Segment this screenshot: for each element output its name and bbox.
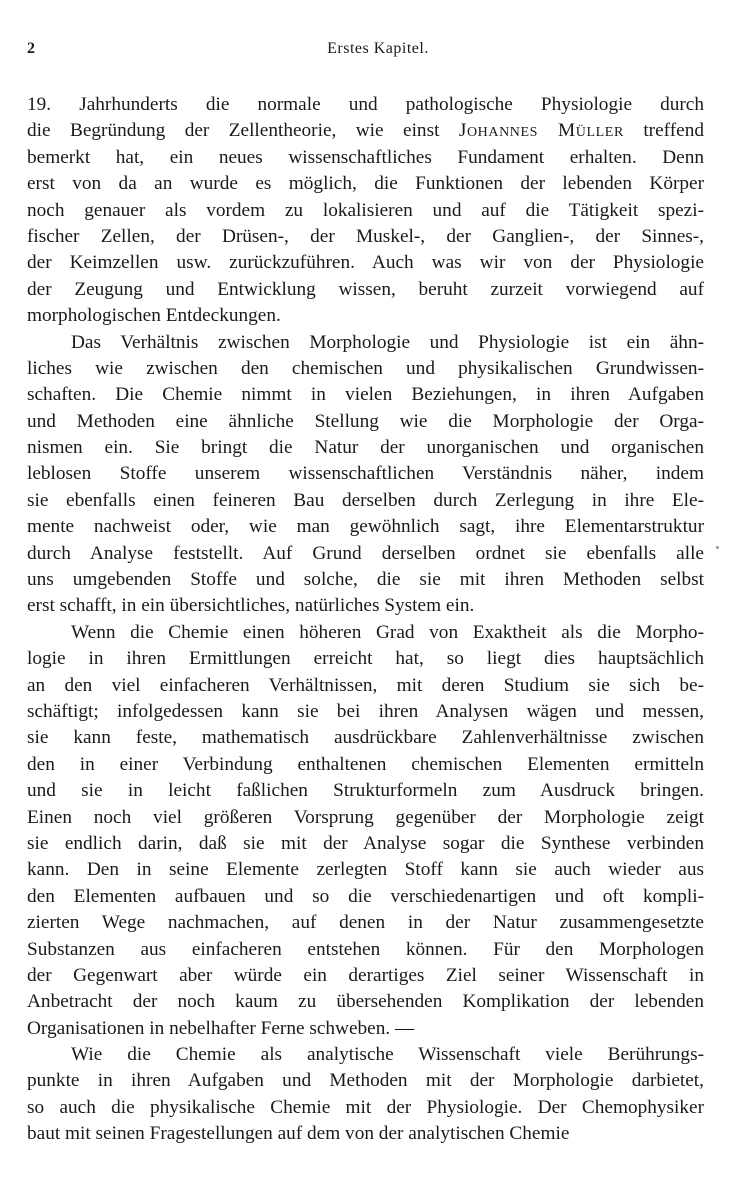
text-line: baut mit seinen Fragestellungen auf dem von der analytischen Chemie bbox=[27, 1123, 570, 1145]
text-line: Das Verhältnis zwischen Morphologie und Physiologie ist ein ähn- bbox=[71, 331, 704, 353]
text-line: leblosen Stoffe unserem wissenschaftlichen Verständnis näher, indem bbox=[27, 463, 704, 485]
text-line: noch genauer als vordem zu lokalisieren und auf die Tätigkeit spezi- bbox=[27, 199, 704, 221]
text-line: den Elementen aufbauen und so die verschiedenartigen und oft kompli- bbox=[27, 885, 704, 907]
text-line: Einen noch viel größeren Vorsprung gegenüber der Morphologie zeigt bbox=[27, 806, 704, 828]
text-line: die Begründung der Zellentheorie, wie einst Johannes Müller treffend bbox=[27, 120, 704, 142]
body-text bbox=[27, 92, 704, 1148]
text-line: nismen ein. Sie bringt die Natur der unorganischen und organischen bbox=[27, 437, 704, 459]
text-line: schaften. Die Chemie nimmt in vielen Beziehungen, in ihren Aufgaben bbox=[27, 384, 704, 406]
paragraph bbox=[27, 620, 704, 1042]
text-line: zierten Wege nachmachen, auf denen in der Natur zusammengesetzte bbox=[27, 912, 704, 934]
running-title: Erstes Kapitel. bbox=[327, 40, 429, 57]
text-line: Wie die Chemie als analytische Wissenschaft viele Berührungs- bbox=[71, 1044, 704, 1066]
text-line: der Zeugung und Entwicklung wissen, beruht zurzeit vorwiegend auf bbox=[27, 278, 704, 300]
running-head bbox=[27, 40, 709, 66]
text-line: kann. Den in seine Elemente zerlegten Stoff kann sie auch wieder aus bbox=[27, 859, 704, 881]
text-line: Anbetracht der noch kaum zu übersehenden Komplikation der lebenden bbox=[27, 991, 704, 1013]
text-line: durch Analyse feststellt. Auf Grund derselben ordnet sie ebenfalls alle bbox=[27, 542, 704, 564]
text-line: uns umgebenden Stoffe und solche, die sie mit ihren Methoden selbst bbox=[27, 569, 704, 591]
text-line: fischer Zellen, der Drüsen-, der Muskel-, der Ganglien-, der Sinnes-, bbox=[27, 225, 704, 247]
paragraph bbox=[27, 330, 704, 620]
text-line: morphologischen Entdeckungen. bbox=[27, 305, 281, 327]
text-line: so auch die physikalische Chemie mit der Physiologie. Der Chemophysiker bbox=[27, 1096, 704, 1118]
text-line: punkte in ihren Aufgaben und Methoden mit der Morphologie darbietet, bbox=[27, 1070, 704, 1092]
text-line: erst von da an wurde es möglich, die Funktionen der lebenden Körper bbox=[27, 173, 704, 195]
person-name: Johannes Müller bbox=[458, 120, 624, 142]
text-line: erst schafft, in ein übersichtliches, natürliches System ein. bbox=[27, 595, 475, 617]
text-line: den in einer Verbindung enthaltenen chemischen Elementen ermitteln bbox=[27, 753, 704, 775]
text-line: sie endlich darin, daß sie mit der Analyse sogar die Synthese verbinden bbox=[27, 832, 704, 854]
text-line: sie kann feste, mathematisch ausdrückbare Zahlenverhältnisse zwischen bbox=[27, 727, 704, 749]
text-line: und sie in leicht faßlichen Strukturformeln zum Ausdruck bringen. bbox=[27, 780, 704, 802]
text-line: der Keimzellen usw. zurückzuführen. Auch was wir von der Physiologie bbox=[27, 252, 704, 274]
text-line: liches wie zwischen den chemischen und physikalischen Grundwissen- bbox=[27, 357, 704, 379]
text-line: 19. Jahrhunderts die normale und pathologische Physiologie durch bbox=[27, 94, 704, 115]
text-line: mente nachweist oder, wie man gewöhnlich sagt, ihre Elementarstruktur bbox=[27, 516, 704, 538]
text-line: und Methoden eine ähnliche Stellung wie die Morphologie der Orga- bbox=[27, 410, 704, 432]
text-line: bemerkt hat, ein neues wissenschaftliches Fundament erhalten. Denn bbox=[27, 146, 704, 168]
page-number: 2 bbox=[27, 40, 36, 57]
text-line: an den viel einfacheren Verhältnissen, mit deren Studium sie sich be- bbox=[27, 674, 704, 696]
text-line: sie ebenfalls einen feineren Bau derselben durch Zerlegung in ihre Ele- bbox=[27, 489, 704, 511]
text-line: logie in ihren Ermittlungen erreicht hat, so liegt dies hauptsächlich bbox=[27, 648, 704, 670]
paragraph bbox=[27, 1042, 704, 1148]
print-speck bbox=[716, 546, 719, 549]
text-line: Wenn die Chemie einen höheren Grad von Exaktheit als die Morpho- bbox=[71, 621, 704, 643]
text-line: der Gegenwart aber würde ein derartiges Ziel seiner Wissenschaft in bbox=[27, 964, 704, 986]
text-line: Substanzen aus einfacheren entstehen können. Für den Morphologen bbox=[27, 938, 704, 960]
text-line: Organisationen in nebelhafter Ferne schweben. — bbox=[27, 1017, 415, 1039]
text-line: schäftigt; infolgedessen kann sie bei ihren Analysen wägen und messen, bbox=[27, 700, 704, 722]
paragraph bbox=[27, 92, 704, 330]
